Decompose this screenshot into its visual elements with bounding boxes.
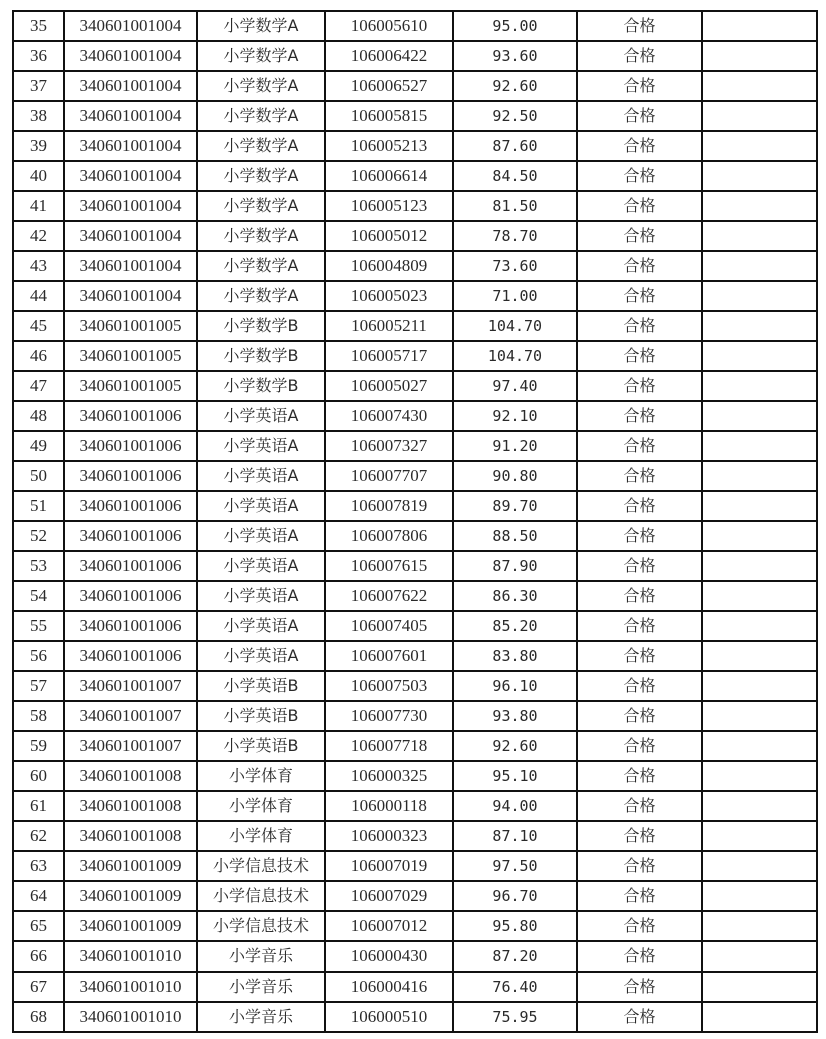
result-status-cell: 合格 — [577, 251, 702, 281]
position-code-cell: 340601001010 — [64, 1002, 197, 1032]
result-status-cell: 合格 — [577, 972, 702, 1002]
subject-name-cell: 小学英语A — [197, 401, 325, 431]
remarks-cell — [702, 1002, 817, 1032]
position-code-cell: 340601001006 — [64, 431, 197, 461]
remarks-cell — [702, 221, 817, 251]
subject-name-cell: 小学数学A — [197, 71, 325, 101]
subject-name-cell: 小学英语B — [197, 671, 325, 701]
position-code-cell: 340601001007 — [64, 671, 197, 701]
subject-name-cell: 小学数学A — [197, 281, 325, 311]
result-status-cell: 合格 — [577, 551, 702, 581]
exam-id-cell: 106007718 — [325, 731, 453, 761]
position-code-cell: 340601001004 — [64, 71, 197, 101]
result-status-cell: 合格 — [577, 851, 702, 881]
table-row — [13, 281, 817, 311]
row-number-cell: 37 — [13, 71, 64, 101]
exam-id-cell: 106007029 — [325, 881, 453, 911]
exam-id-cell: 106007601 — [325, 641, 453, 671]
subject-name-cell: 小学体育 — [197, 761, 325, 791]
row-number-cell: 64 — [13, 881, 64, 911]
remarks-cell — [702, 881, 817, 911]
remarks-cell — [702, 821, 817, 851]
table-row — [13, 611, 817, 641]
row-number-cell: 61 — [13, 791, 64, 821]
row-number-cell: 68 — [13, 1002, 64, 1032]
score-cell: 87.20 — [453, 941, 577, 971]
row-number-cell: 63 — [13, 851, 64, 881]
remarks-cell — [702, 191, 817, 221]
table-row — [13, 881, 817, 911]
remarks-cell — [702, 131, 817, 161]
exam-id-cell: 106007819 — [325, 491, 453, 521]
remarks-cell — [702, 491, 817, 521]
remarks-cell — [702, 791, 817, 821]
exam-id-cell: 106005717 — [325, 341, 453, 371]
position-code-cell: 340601001006 — [64, 461, 197, 491]
remarks-cell — [702, 461, 817, 491]
remarks-cell — [702, 941, 817, 971]
remarks-cell — [702, 401, 817, 431]
table-row — [13, 581, 817, 611]
result-status-cell: 合格 — [577, 461, 702, 491]
table-row — [13, 551, 817, 581]
remarks-cell — [702, 341, 817, 371]
result-status-cell: 合格 — [577, 101, 702, 131]
position-code-cell: 340601001009 — [64, 851, 197, 881]
remarks-cell — [702, 41, 817, 71]
score-cell: 95.10 — [453, 761, 577, 791]
score-cell: 87.90 — [453, 551, 577, 581]
subject-name-cell: 小学英语A — [197, 521, 325, 551]
result-status-cell: 合格 — [577, 581, 702, 611]
exam-id-cell: 106005023 — [325, 281, 453, 311]
table-row — [13, 371, 817, 401]
table-row — [13, 941, 817, 971]
remarks-cell — [702, 641, 817, 671]
result-status-cell: 合格 — [577, 911, 702, 941]
position-code-cell: 340601001006 — [64, 521, 197, 551]
result-status-cell: 合格 — [577, 821, 702, 851]
result-status-cell: 合格 — [577, 281, 702, 311]
exam-id-cell: 106000510 — [325, 1002, 453, 1032]
row-number-cell: 45 — [13, 311, 64, 341]
score-cell: 71.00 — [453, 281, 577, 311]
subject-name-cell: 小学英语A — [197, 461, 325, 491]
position-code-cell: 340601001005 — [64, 371, 197, 401]
result-status-cell: 合格 — [577, 311, 702, 341]
position-code-cell: 340601001004 — [64, 221, 197, 251]
table-row — [13, 821, 817, 851]
remarks-cell — [702, 761, 817, 791]
remarks-cell — [702, 671, 817, 701]
row-number-cell: 55 — [13, 611, 64, 641]
exam-id-cell: 106006422 — [325, 41, 453, 71]
row-number-cell: 49 — [13, 431, 64, 461]
score-cell: 95.00 — [453, 11, 577, 41]
result-status-cell: 合格 — [577, 431, 702, 461]
result-status-cell: 合格 — [577, 11, 702, 41]
row-number-cell: 51 — [13, 491, 64, 521]
remarks-cell — [702, 161, 817, 191]
subject-name-cell: 小学英语A — [197, 581, 325, 611]
remarks-cell — [702, 101, 817, 131]
position-code-cell: 340601001004 — [64, 281, 197, 311]
exam-id-cell: 106006527 — [325, 71, 453, 101]
score-cell: 87.10 — [453, 821, 577, 851]
score-cell: 90.80 — [453, 461, 577, 491]
position-code-cell: 340601001008 — [64, 791, 197, 821]
remarks-cell — [702, 581, 817, 611]
row-number-cell: 35 — [13, 11, 64, 41]
row-number-cell: 66 — [13, 941, 64, 971]
subject-name-cell: 小学数学A — [197, 101, 325, 131]
score-cell: 104.70 — [453, 311, 577, 341]
score-cell: 76.40 — [453, 972, 577, 1002]
table-row — [13, 731, 817, 761]
position-code-cell: 340601001006 — [64, 581, 197, 611]
score-cell: 95.80 — [453, 911, 577, 941]
score-cell: 93.60 — [453, 41, 577, 71]
score-cell: 81.50 — [453, 191, 577, 221]
position-code-cell: 340601001009 — [64, 881, 197, 911]
row-number-cell: 65 — [13, 911, 64, 941]
table-row — [13, 41, 817, 71]
row-number-cell: 41 — [13, 191, 64, 221]
position-code-cell: 340601001004 — [64, 41, 197, 71]
row-number-cell: 62 — [13, 821, 64, 851]
position-code-cell: 340601001005 — [64, 311, 197, 341]
row-number-cell: 50 — [13, 461, 64, 491]
exam-id-cell: 106007806 — [325, 521, 453, 551]
score-cell: 97.40 — [453, 371, 577, 401]
subject-name-cell: 小学体育 — [197, 821, 325, 851]
row-number-cell: 36 — [13, 41, 64, 71]
row-number-cell: 44 — [13, 281, 64, 311]
row-number-cell: 43 — [13, 251, 64, 281]
table-row — [13, 641, 817, 671]
exam-id-cell: 106007327 — [325, 431, 453, 461]
result-status-cell: 合格 — [577, 701, 702, 731]
remarks-cell — [702, 731, 817, 761]
result-status-cell: 合格 — [577, 371, 702, 401]
row-number-cell: 42 — [13, 221, 64, 251]
position-code-cell: 340601001007 — [64, 731, 197, 761]
position-code-cell: 340601001005 — [64, 341, 197, 371]
score-cell: 96.70 — [453, 881, 577, 911]
result-status-cell: 合格 — [577, 71, 702, 101]
exam-id-cell: 106006614 — [325, 161, 453, 191]
row-number-cell: 57 — [13, 671, 64, 701]
exam-id-cell: 106007405 — [325, 611, 453, 641]
remarks-cell — [702, 551, 817, 581]
remarks-cell — [702, 251, 817, 281]
score-cell: 92.60 — [453, 71, 577, 101]
position-code-cell: 340601001004 — [64, 251, 197, 281]
subject-name-cell: 小学数学A — [197, 11, 325, 41]
exam-id-cell: 106000325 — [325, 761, 453, 791]
table-row — [13, 71, 817, 101]
row-number-cell: 54 — [13, 581, 64, 611]
position-code-cell: 340601001004 — [64, 191, 197, 221]
subject-name-cell: 小学体育 — [197, 791, 325, 821]
result-status-cell: 合格 — [577, 161, 702, 191]
exam-id-cell: 106007012 — [325, 911, 453, 941]
table-row — [13, 311, 817, 341]
position-code-cell: 340601001010 — [64, 972, 197, 1002]
table-row — [13, 221, 817, 251]
table-row — [13, 11, 817, 41]
exam-id-cell: 106000430 — [325, 941, 453, 971]
results-table-body — [13, 11, 817, 1032]
exam-id-cell: 106007730 — [325, 701, 453, 731]
subject-name-cell: 小学英语A — [197, 611, 325, 641]
table-row — [13, 401, 817, 431]
table-row — [13, 431, 817, 461]
score-cell: 104.70 — [453, 341, 577, 371]
result-status-cell: 合格 — [577, 611, 702, 641]
exam-id-cell: 106005213 — [325, 131, 453, 161]
subject-name-cell: 小学数学B — [197, 311, 325, 341]
position-code-cell: 340601001004 — [64, 11, 197, 41]
row-number-cell: 52 — [13, 521, 64, 551]
exam-id-cell: 106007615 — [325, 551, 453, 581]
score-cell: 75.95 — [453, 1002, 577, 1032]
exam-id-cell: 106005815 — [325, 101, 453, 131]
result-status-cell: 合格 — [577, 641, 702, 671]
table-row — [13, 761, 817, 791]
position-code-cell: 340601001009 — [64, 911, 197, 941]
result-status-cell: 合格 — [577, 881, 702, 911]
row-number-cell: 58 — [13, 701, 64, 731]
score-cell: 78.70 — [453, 221, 577, 251]
table-row — [13, 911, 817, 941]
score-cell: 85.20 — [453, 611, 577, 641]
exam-id-cell: 106004809 — [325, 251, 453, 281]
score-cell: 92.60 — [453, 731, 577, 761]
position-code-cell: 340601001008 — [64, 761, 197, 791]
exam-id-cell: 106005211 — [325, 311, 453, 341]
score-cell: 73.60 — [453, 251, 577, 281]
subject-name-cell: 小学英语B — [197, 731, 325, 761]
remarks-cell — [702, 311, 817, 341]
table-row — [13, 1002, 817, 1032]
subject-name-cell: 小学信息技术 — [197, 911, 325, 941]
subject-name-cell: 小学信息技术 — [197, 851, 325, 881]
row-number-cell: 59 — [13, 731, 64, 761]
score-cell: 84.50 — [453, 161, 577, 191]
result-status-cell: 合格 — [577, 1002, 702, 1032]
table-row — [13, 191, 817, 221]
table-row — [13, 851, 817, 881]
exam-id-cell: 106005027 — [325, 371, 453, 401]
exam-id-cell: 106005123 — [325, 191, 453, 221]
result-status-cell: 合格 — [577, 131, 702, 161]
remarks-cell — [702, 281, 817, 311]
remarks-cell — [702, 71, 817, 101]
subject-name-cell: 小学数学A — [197, 161, 325, 191]
remarks-cell — [702, 701, 817, 731]
score-cell: 91.20 — [453, 431, 577, 461]
table-row — [13, 701, 817, 731]
score-cell: 92.50 — [453, 101, 577, 131]
table-row — [13, 671, 817, 701]
result-status-cell: 合格 — [577, 221, 702, 251]
exam-id-cell: 106000323 — [325, 821, 453, 851]
table-row — [13, 461, 817, 491]
results-table — [12, 10, 818, 1033]
table-row — [13, 972, 817, 1002]
position-code-cell: 340601001004 — [64, 161, 197, 191]
score-cell: 93.80 — [453, 701, 577, 731]
position-code-cell: 340601001006 — [64, 641, 197, 671]
table-row — [13, 521, 817, 551]
row-number-cell: 60 — [13, 761, 64, 791]
score-cell: 86.30 — [453, 581, 577, 611]
exam-id-cell: 106000118 — [325, 791, 453, 821]
exam-id-cell: 106007019 — [325, 851, 453, 881]
result-status-cell: 合格 — [577, 191, 702, 221]
position-code-cell: 340601001004 — [64, 131, 197, 161]
position-code-cell: 340601001008 — [64, 821, 197, 851]
remarks-cell — [702, 851, 817, 881]
result-status-cell: 合格 — [577, 791, 702, 821]
exam-id-cell: 106007430 — [325, 401, 453, 431]
result-status-cell: 合格 — [577, 341, 702, 371]
subject-name-cell: 小学英语A — [197, 491, 325, 521]
row-number-cell: 40 — [13, 161, 64, 191]
subject-name-cell: 小学数学A — [197, 251, 325, 281]
score-cell: 97.50 — [453, 851, 577, 881]
table-row — [13, 161, 817, 191]
table-row — [13, 131, 817, 161]
row-number-cell: 56 — [13, 641, 64, 671]
row-number-cell: 39 — [13, 131, 64, 161]
subject-name-cell: 小学信息技术 — [197, 881, 325, 911]
subject-name-cell: 小学英语A — [197, 431, 325, 461]
result-status-cell: 合格 — [577, 941, 702, 971]
table-row — [13, 341, 817, 371]
result-status-cell: 合格 — [577, 41, 702, 71]
score-cell: 88.50 — [453, 521, 577, 551]
table-row — [13, 491, 817, 521]
remarks-cell — [702, 521, 817, 551]
subject-name-cell: 小学英语B — [197, 701, 325, 731]
row-number-cell: 46 — [13, 341, 64, 371]
score-cell: 83.80 — [453, 641, 577, 671]
position-code-cell: 340601001004 — [64, 101, 197, 131]
position-code-cell: 340601001006 — [64, 401, 197, 431]
remarks-cell — [702, 911, 817, 941]
table-row — [13, 101, 817, 131]
exam-id-cell: 106005012 — [325, 221, 453, 251]
remarks-cell — [702, 611, 817, 641]
position-code-cell: 340601001006 — [64, 491, 197, 521]
result-status-cell: 合格 — [577, 521, 702, 551]
remarks-cell — [702, 11, 817, 41]
row-number-cell: 38 — [13, 101, 64, 131]
table-row — [13, 791, 817, 821]
position-code-cell: 340601001007 — [64, 701, 197, 731]
position-code-cell: 340601001010 — [64, 941, 197, 971]
row-number-cell: 47 — [13, 371, 64, 401]
subject-name-cell: 小学数学A — [197, 131, 325, 161]
score-cell: 89.70 — [453, 491, 577, 521]
subject-name-cell: 小学数学A — [197, 41, 325, 71]
subject-name-cell: 小学数学A — [197, 191, 325, 221]
exam-id-cell: 106007707 — [325, 461, 453, 491]
table-row — [13, 251, 817, 281]
exam-id-cell: 106000416 — [325, 972, 453, 1002]
result-status-cell: 合格 — [577, 731, 702, 761]
remarks-cell — [702, 431, 817, 461]
score-cell: 92.10 — [453, 401, 577, 431]
score-cell: 87.60 — [453, 131, 577, 161]
position-code-cell: 340601001006 — [64, 611, 197, 641]
remarks-cell — [702, 371, 817, 401]
subject-name-cell: 小学数学B — [197, 341, 325, 371]
score-cell: 96.10 — [453, 671, 577, 701]
row-number-cell: 53 — [13, 551, 64, 581]
subject-name-cell: 小学音乐 — [197, 941, 325, 971]
score-cell: 94.00 — [453, 791, 577, 821]
row-number-cell: 67 — [13, 972, 64, 1002]
result-status-cell: 合格 — [577, 671, 702, 701]
subject-name-cell: 小学音乐 — [197, 972, 325, 1002]
exam-id-cell: 106005610 — [325, 11, 453, 41]
subject-name-cell: 小学数学A — [197, 221, 325, 251]
subject-name-cell: 小学英语A — [197, 551, 325, 581]
exam-id-cell: 106007503 — [325, 671, 453, 701]
subject-name-cell: 小学英语A — [197, 641, 325, 671]
result-status-cell: 合格 — [577, 761, 702, 791]
row-number-cell: 48 — [13, 401, 64, 431]
subject-name-cell: 小学音乐 — [197, 1002, 325, 1032]
position-code-cell: 340601001006 — [64, 551, 197, 581]
exam-id-cell: 106007622 — [325, 581, 453, 611]
remarks-cell — [702, 972, 817, 1002]
result-status-cell: 合格 — [577, 401, 702, 431]
result-status-cell: 合格 — [577, 491, 702, 521]
subject-name-cell: 小学数学B — [197, 371, 325, 401]
